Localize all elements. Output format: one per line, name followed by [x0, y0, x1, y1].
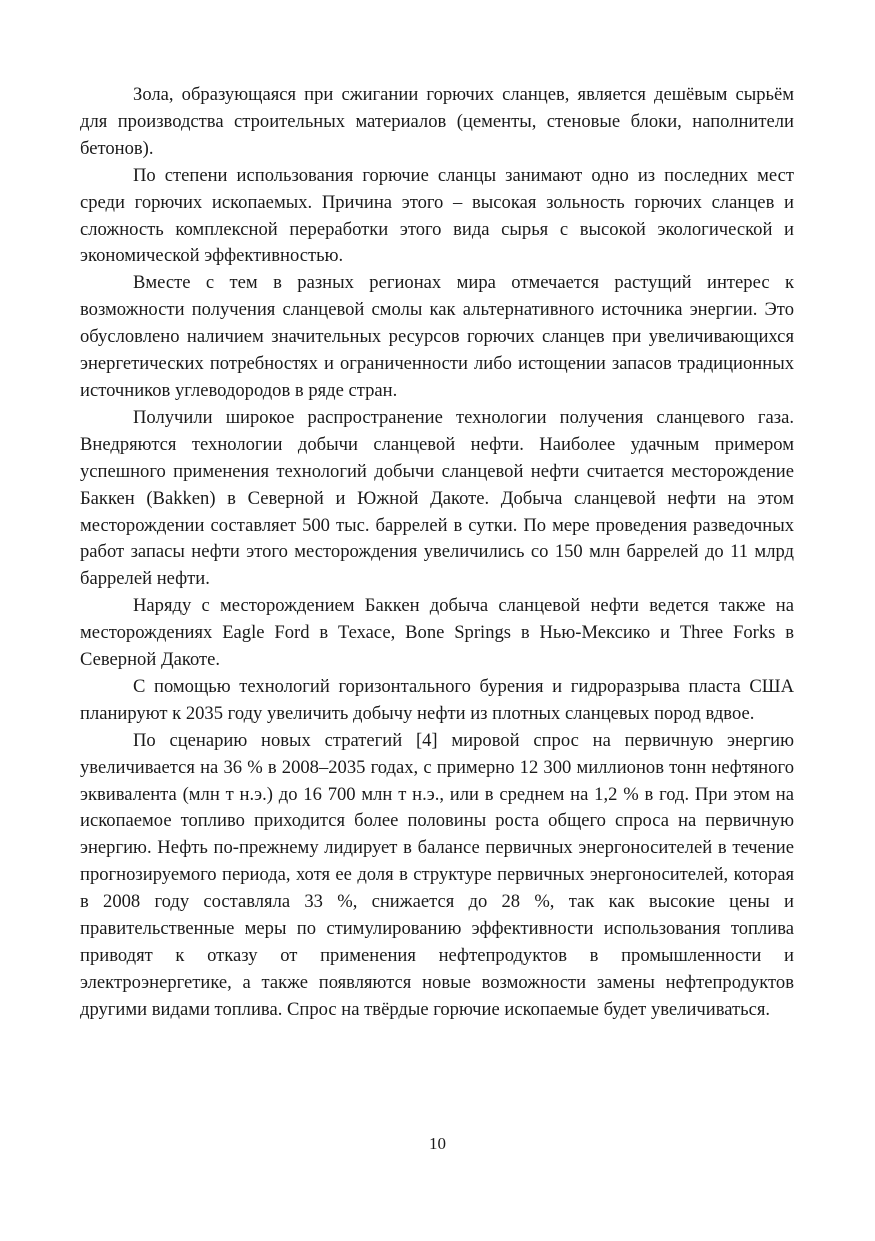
page-body	[80, 82, 794, 1024]
paragraph-usa-plans: С помощью технологий горизонтального бурения и гидроразрыва пласта США планируют к 2035 году увеличить добычу нефти из плотных сланцевых пород вдвое.	[80, 675, 794, 724]
paragraph-energy-demand: По сценарию новых стратегий [4] мировой спрос на первичную энергию увеличивается на 36 % в 2008–2035 годах, с примерно 12 300 миллионов тонн нефтяного эквивалента (млн т н.э.) до 16 700 млн т н.э., или в среднем на 1,2 % в год. При этом на ископаемое топливо приходится более половины роста общего спроса на первичную энергию. Нефть по-прежнему лидирует в балансе первичных энергоносителей в течение прогнозируемого периода, хотя ее доля в структуре первичных энергоносителей, которая в 2008 году составляла 33 %, снижается до 28 %, так как высокие цены и правительственные меры по стимулированию эффективности использования топлива приводят к отказу от применения нефтепродуктов в промышленности и электроэнергетике, а также появляются новые возможности замены нефтепродуктов другими видами топлива. Спрос на твёрдые горючие ископаемые будет увеличиваться.	[80, 729, 794, 1020]
paragraph-shale-technologies: Получили широкое распространение технологии получения сланцевого газа. Внедряются технологии добычи сланцевой нефти. Наиболее удачным примером успешного применения технологий добычи сланцевой нефти считается месторождение Баккен (Bakken) в Северной и Южной Дакоте. Добыча сланцевой нефти на этом месторождении составляет 500 тыс. баррелей в сутки. По мере проведения разведочных работ запасы нефти этого месторождения увеличились со 150 млн баррелей до 11 млрд баррелей нефти.	[80, 406, 794, 590]
paragraph-other-fields: Наряду с месторождением Баккен добыча сланцевой нефти ведется также на месторождениях Eagle Ford в Техасе, Bone Springs в Нью-Мексико и Three Forks в Северной Дакоте.	[80, 595, 794, 671]
page-number: 10	[429, 1134, 446, 1153]
paragraph-ash-use: Зола, образующаяся при сжигании горючих сланцев, является дешёвым сырьём для производства строительных материалов (цементы, стеновые блоки, наполнители бетонов).	[80, 84, 794, 159]
paragraph-usage-rank: По степени использования горючие сланцы занимают одно из последних мест среди горючих ископаемых. Причина этого – высокая зольность горючих сланцев и сложность комплексной переработки этого вида сырья с высокой экологической и экономической эффективностью.	[80, 164, 794, 267]
paragraph-growing-interest: Вместе с тем в разных регионах мира отмечается растущий интерес к возможности получения сланцевой смолы как альтернативного источника энергии. Это обусловлено наличием значительных ресурсов горючих сланцев при увеличивающихся энергетических потребностях и ограниченности либо истощении запасов традиционных источников углеводородов в ряде стран.	[80, 272, 794, 401]
